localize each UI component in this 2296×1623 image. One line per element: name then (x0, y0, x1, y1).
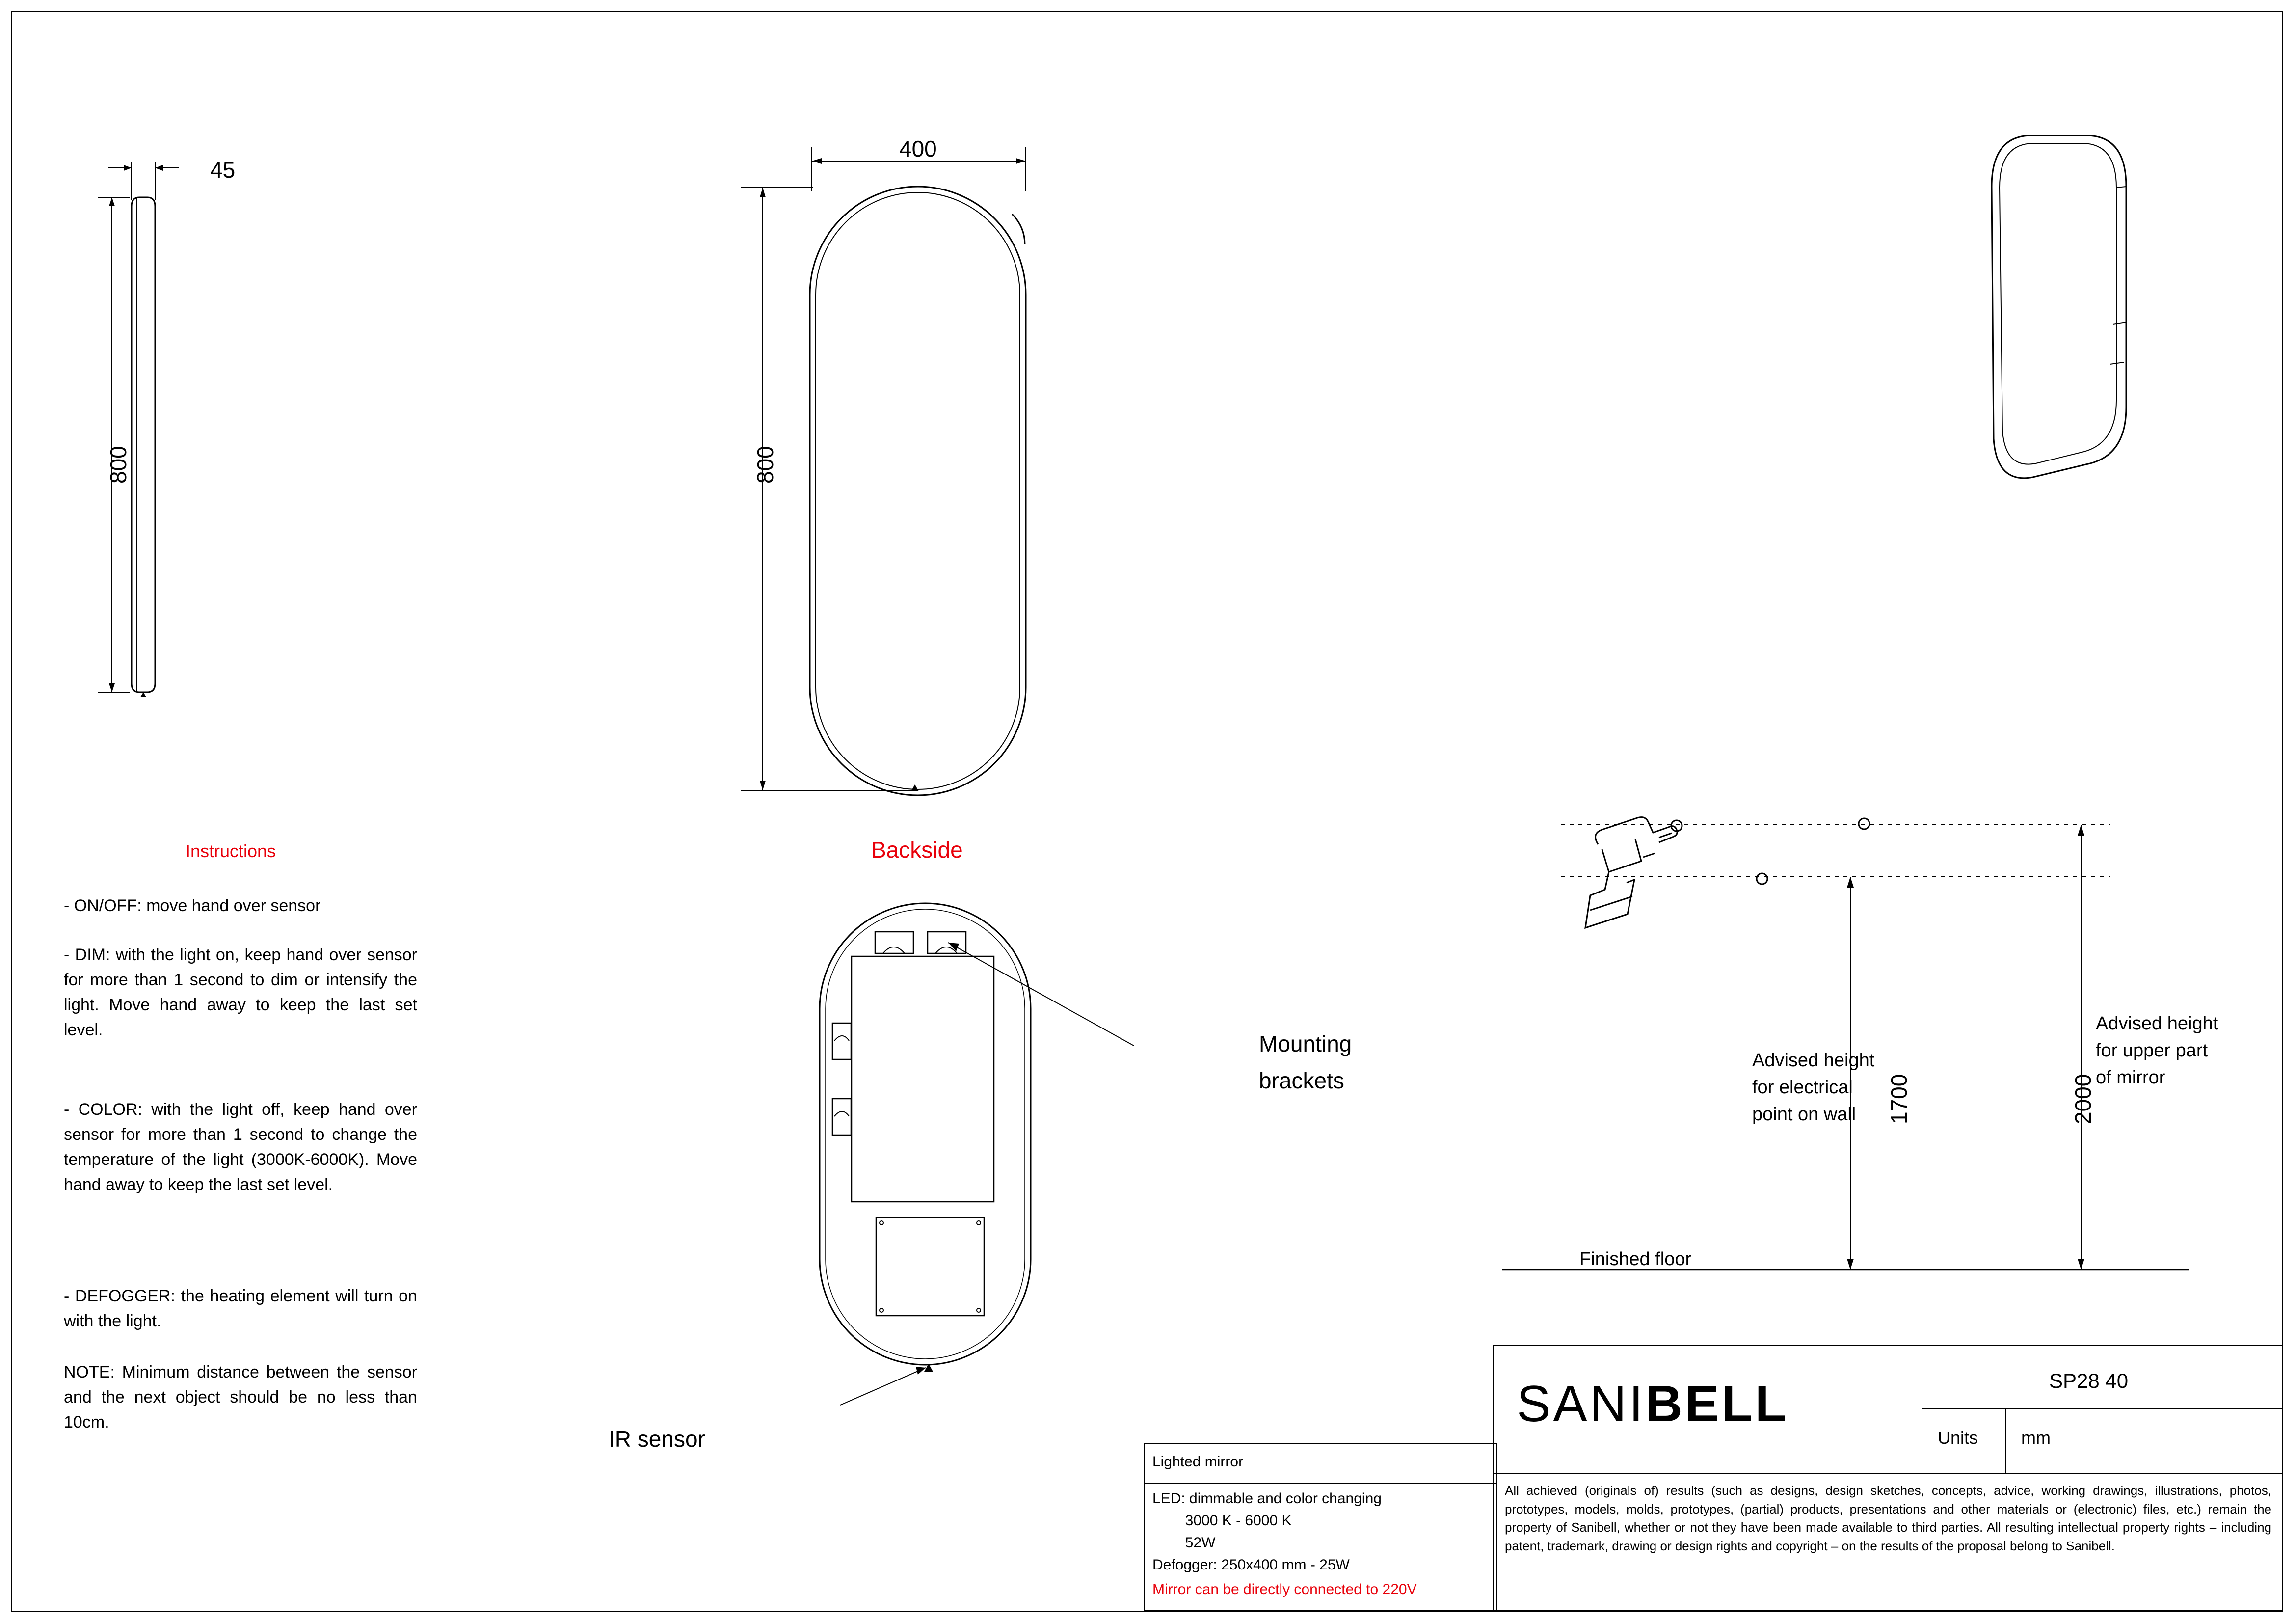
side-view-drawing (88, 137, 294, 727)
upper-height-label-3: of mirror (2096, 1067, 2165, 1088)
instructions-note: NOTE: Minimum distance between the sensor and the next object should be no less than 10cm. (64, 1363, 417, 1432)
side-thickness-dim: 45 (210, 157, 236, 183)
backside-drawing (785, 893, 1188, 1424)
electrical-height-label-2: for electrical (1752, 1077, 1853, 1098)
instructions-item-dim: - DIM: with the light on, keep hand over sensor for more than 1 second to dim or intensify the light. Move hand away to keep the last set level. (64, 946, 417, 1039)
legal-notice: All achieved (originals of) results (such as designs, design sketches, concepts, advice, working drawings, illustrations, photos, prototypes, models, molds, prototypes, (partial) products, presentations and other materials or (electronic) files, etc.) remain the property of Sanibell, whether or not they have been made available to third parties. All resulting intellectual property rights – including patent, trademark, drawing or design rights and copyright – on the results of the proposal belong to Sanibell. (1505, 1483, 2271, 1554)
brand-part-2: BELL (1645, 1376, 1789, 1433)
front-height-dim: 800 (752, 446, 778, 484)
ir-sensor-label: IR sensor (609, 1426, 705, 1452)
product-type-label: Lighted mirror (1152, 1454, 1244, 1470)
finished-floor-label: Finished floor (1579, 1249, 1692, 1270)
spec-line-4: Defogger: 250x400 mm - 25W (1152, 1557, 1350, 1573)
title-block-legal-divider (1493, 1473, 2283, 1474)
upper-height-label-1: Advised height (2096, 1013, 2218, 1034)
upper-height-label-2: for upper part (2096, 1040, 2208, 1061)
perspective-view-drawing (1939, 113, 2214, 555)
title-block-units-divider (2005, 1408, 2006, 1474)
spec-line-3: 52W (1152, 1535, 1216, 1551)
front-width-dim: 400 (899, 136, 937, 162)
instructions-item-color: - COLOR: with the light off, keep hand over sensor for more than 1 second to change the temperature of the light (3000K-6000K). Move hand away to keep the last set level. (64, 1100, 417, 1194)
backside-title: Backside (871, 837, 963, 863)
title-block-model-divider (1922, 1408, 2283, 1409)
brand-part-1: SANI (1517, 1376, 1646, 1433)
electrical-height-label-1: Advised height (1752, 1050, 1875, 1071)
instructions-item-onoff: - ON/OFF: move hand over sensor (64, 896, 321, 915)
units-label: Units (1938, 1428, 1978, 1448)
mounting-brackets-label-line1: Mounting (1259, 1031, 1352, 1056)
instructions-title: Instructions (186, 841, 276, 861)
upper-height-dim: 2000 (2070, 1074, 2096, 1124)
voltage-note: Mirror can be directly connected to 220V (1152, 1581, 1417, 1597)
mounting-brackets-label-line2: brackets (1259, 1068, 1344, 1093)
electrical-height-label-3: point on wall (1752, 1104, 1856, 1125)
spec-line-2: 3000 K - 6000 K (1152, 1513, 1292, 1529)
brand-logo (1517, 1370, 1789, 1438)
spec-line-1: LED: dimmable and color changing (1152, 1490, 1382, 1507)
units-value: mm (2021, 1428, 2051, 1448)
side-height-dim: 800 (106, 446, 131, 484)
model-number: SP28 40 (2049, 1369, 2129, 1392)
spec-divider (1144, 1483, 1497, 1484)
instructions-item-defogger: - DEFOGGER: the heating element will turn on with the light. (64, 1287, 417, 1330)
front-view-drawing (712, 118, 1104, 731)
electrical-height-dim: 1700 (1886, 1074, 1912, 1124)
